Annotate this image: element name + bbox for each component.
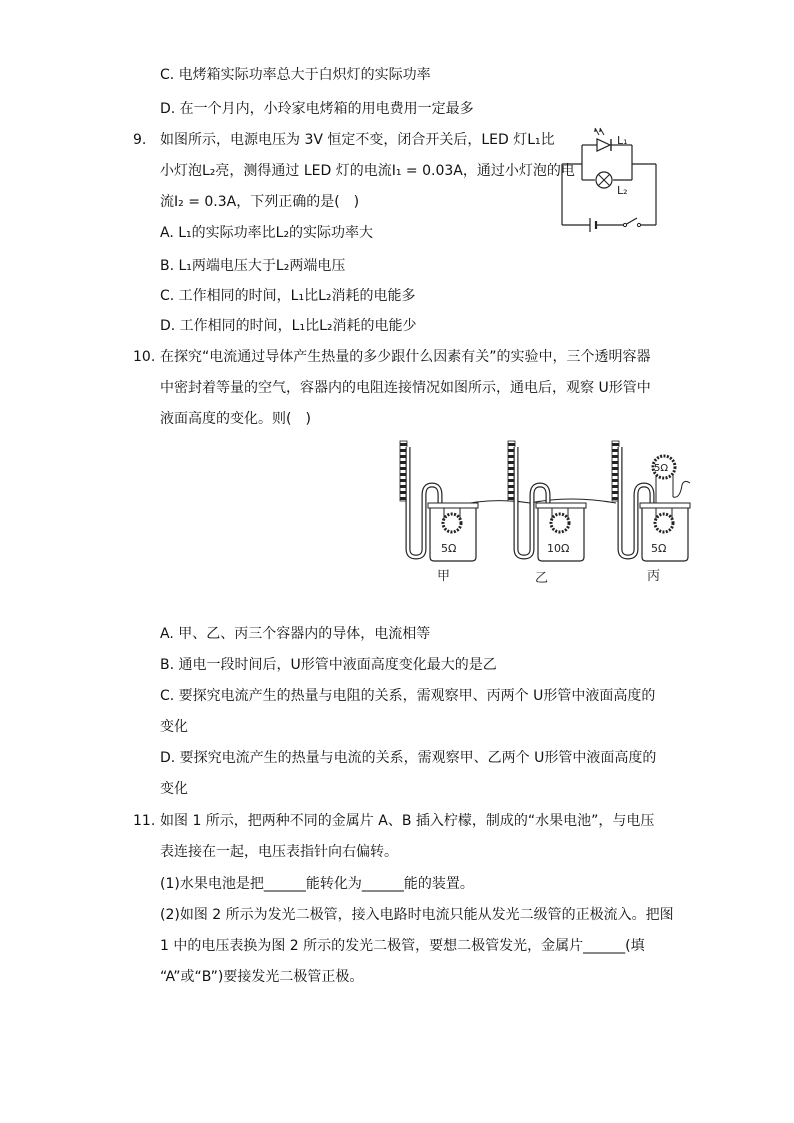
- external-resistor-label: 5Ω: [654, 463, 669, 474]
- l1-label: L₁: [617, 134, 628, 147]
- q10-experiment-figure: [390, 437, 700, 589]
- q10-option-c-line2: 变化: [160, 719, 188, 735]
- lamp-icon: [596, 172, 612, 188]
- q11-stem-line2: 表连接在一起，电压表指针向右偏转。: [160, 844, 398, 860]
- q10-stem-line1: 在探究“电流通过导体产生热量的多少跟什么因素有关”的实验中，三个透明容器: [160, 349, 651, 365]
- q11-sub1: (1)水果电池是把______能转化为______能的装置。: [160, 876, 474, 892]
- q9-stem-line1: 如图所示，电源电压为 3V 恒定不变，闭合开关后，LED 灯L₁比: [160, 132, 555, 148]
- q9-stem-line2: 小灯泡L₂亮，测得通过 LED 灯的电流I₁ = 0.03A，通过小灯泡的电: [160, 163, 575, 179]
- q8-option-d: D. 在一个月内，小玲家电烤箱的用电费用一定最多: [160, 101, 474, 117]
- q8-option-c: C. 电烤箱实际功率总大于白炽灯的实际功率: [160, 67, 431, 83]
- q10-option-d-line2: 变化: [160, 781, 188, 797]
- l2-label: L₂: [617, 184, 628, 197]
- q10-option-a: A. 甲、乙、丙三个容器内的导体，电流相等: [160, 626, 431, 642]
- q10-number: 10.: [133, 349, 156, 365]
- led-icon: [594, 128, 617, 151]
- q10-stem-line2: 中密封着等量的空气，容器内的电阻连接情况如图所示，通电后，观察 U形管中: [160, 380, 651, 396]
- apparatus-yi: [508, 441, 586, 561]
- q9-option-d: D. 工作相同的时间，L₁比L₂消耗的电能少: [160, 318, 417, 334]
- q10-option-d-line1: D. 要探究电流产生的热量与电流的关系，需观察甲、乙两个 U形管中液面高度的: [160, 750, 657, 766]
- q11-number: 11.: [133, 813, 156, 829]
- q9-stem-line3: 流I₂ = 0.3A，下列正确的是( ): [160, 194, 360, 210]
- resistor-label-bing: 5Ω: [651, 542, 667, 555]
- q9-option-c: C. 工作相同的时间，L₁比L₂消耗的电能多: [160, 288, 416, 304]
- q10-stem-line3: 液面高度的变化。则( ): [160, 411, 311, 427]
- resistor-label-yi: 10Ω: [547, 542, 570, 555]
- q9-option-a: A. L₁的实际功率比L₂的实际功率大: [160, 225, 374, 241]
- q9-number: 9.: [133, 132, 147, 148]
- resistor-label-jia: 5Ω: [441, 542, 457, 555]
- q10-option-c-line1: C. 要探究电流产生的热量与电阻的关系，需观察甲、丙两个 U形管中液面高度的: [160, 688, 656, 704]
- q11-stem-line1: 如图 1 所示，把两种不同的金属片 A、B 插入柠檬，制成的“水果电池”，与电压: [160, 813, 655, 829]
- q11-sub2-line2: 1 中的电压表换为图 2 所示的发光二极管，要想二极管发光，金属片______(填: [160, 938, 645, 954]
- label-yi: 乙: [535, 571, 549, 586]
- q9-option-b: B. L₁两端电压大于L₂两端电压: [160, 258, 346, 274]
- q9-circuit-diagram: [555, 124, 665, 234]
- q11-sub2-line1: (2)如图 2 所示为发光二极管，接入电路时电流只能从发光二级管的正极流入。把图: [160, 907, 674, 923]
- apparatus-bing: [612, 441, 690, 561]
- q10-option-b: B. 通电一段时间后，U形管中液面高度变化最大的是乙: [160, 657, 497, 673]
- label-bing: 丙: [647, 569, 661, 584]
- q11-sub2-line3: “A”或“B”)要接发光二极管正极。: [160, 969, 364, 985]
- label-jia: 甲: [437, 569, 451, 584]
- apparatus-jia: [400, 441, 478, 561]
